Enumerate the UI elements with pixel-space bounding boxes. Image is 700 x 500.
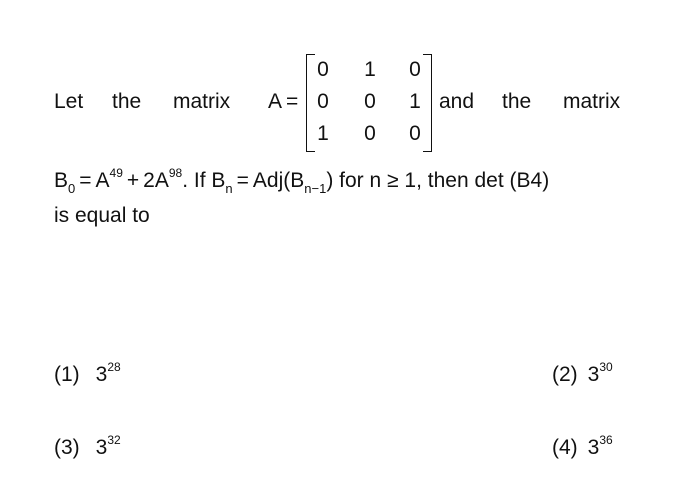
option-3[interactable]: [54, 433, 121, 462]
matrix-cell: 1: [317, 122, 329, 145]
option-exponent: 32: [107, 433, 121, 447]
option-4[interactable]: [552, 433, 613, 462]
matrix-cell: 1: [364, 58, 376, 81]
option-base: 3: [587, 436, 600, 459]
condition-text: n ≥ 1, then det (B: [369, 169, 531, 192]
option-1[interactable]: [54, 360, 121, 389]
bn-symbol: B: [211, 169, 226, 192]
b-subscript: 0: [68, 181, 76, 196]
matrix-label-a: [268, 90, 298, 114]
matrix-cell: 0: [409, 58, 421, 81]
option-base: 3: [587, 363, 600, 386]
plus-sign: +: [126, 169, 140, 192]
matrix-cell: 0: [317, 90, 329, 113]
equals-sign-2: =: [236, 169, 249, 192]
two-a-term: 2A: [143, 169, 169, 192]
matrix-cell: 0: [409, 122, 421, 145]
option-2[interactable]: [552, 360, 613, 389]
option-exponent: 36: [599, 433, 613, 447]
equals-sign: =: [79, 169, 92, 192]
option-label: (3): [54, 436, 80, 459]
adj-close: ): [326, 169, 334, 192]
two-a-exponent: 98: [168, 166, 183, 180]
word-and: and: [439, 90, 475, 113]
bn-subscript: n: [225, 181, 233, 196]
option-exponent: 28: [107, 360, 121, 374]
matrix-a: [306, 54, 432, 150]
matrix-cell: 0: [364, 90, 376, 113]
matrix-cell: 0: [364, 122, 376, 145]
equals-sign: =: [286, 90, 299, 113]
question-ending: is equal to: [54, 204, 150, 227]
word-let: Let: [54, 90, 84, 113]
word-matrix-2: matrix: [563, 90, 621, 113]
adj-subscript: n−1: [304, 181, 327, 196]
option-label: (4): [552, 436, 578, 459]
word-the: the: [112, 90, 142, 113]
option-base: 3: [95, 363, 108, 386]
word-the-2: the: [502, 90, 532, 113]
det-close: ): [542, 169, 550, 192]
matrix-name: A: [268, 90, 283, 113]
adj-text: Adj(B: [252, 169, 305, 192]
option-exponent: 30: [599, 360, 613, 374]
det-subscript: 4: [530, 169, 543, 192]
definition-line: [54, 166, 550, 196]
b-symbol: B: [54, 169, 69, 192]
matrix-cell: 0: [317, 58, 329, 81]
option-label: (2): [552, 363, 578, 386]
a-term: A: [95, 169, 110, 192]
word-matrix: matrix: [173, 90, 231, 113]
if-text: . If: [182, 169, 206, 192]
option-label: (1): [54, 363, 80, 386]
for-text: for: [339, 169, 364, 192]
a-exponent: 49: [109, 166, 123, 180]
matrix-cell: 1: [409, 90, 421, 113]
option-base: 3: [95, 436, 108, 459]
